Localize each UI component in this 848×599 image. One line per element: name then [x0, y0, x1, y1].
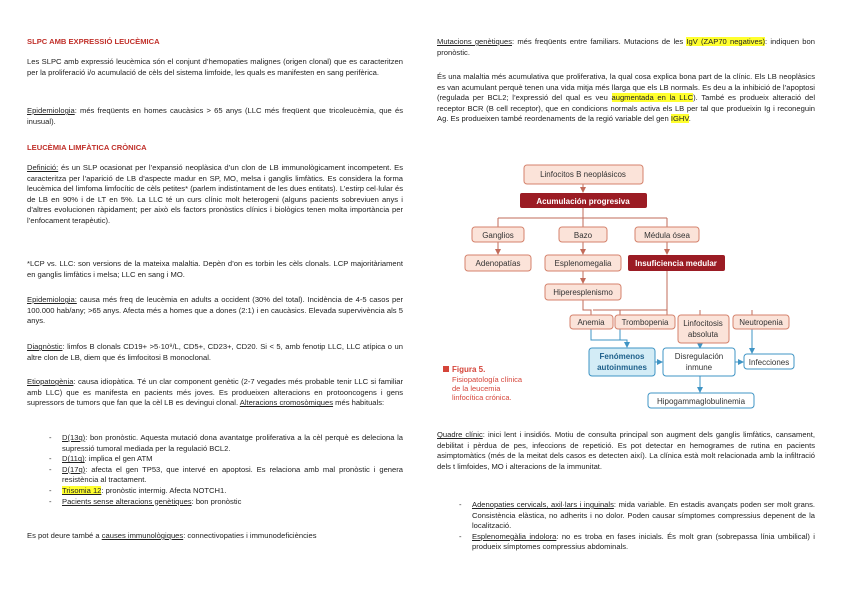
intro-paragraph: Les SLPC amb expressió leucèmica són el conjunt d’hemopaties malignes (origen clonal) que es caracteritzen per la proliferació i/o acumulació de cèls del sistema limfoide, les quals es manifesten en sang perifèrica.: [27, 57, 403, 77]
node-label: Hiperesplenismo: [553, 288, 613, 297]
immunological-paragraph: Es pot deure també a causes immunològiques: connectivopaties i immunodeficiències: [27, 531, 317, 540]
node-label: inmune: [685, 363, 713, 372]
node-label: Linfocitosis: [683, 319, 723, 328]
node-label: absoluta: [687, 330, 719, 339]
node-label: Hipogammaglobulinemia: [656, 397, 746, 406]
mutations-paragraph: Mutacions genètiques: més freqüents entre familiars. Mutacions de les IgV (ZAP70 negatives): indiquen bon pronòstic.: [437, 37, 815, 57]
node-label: Bazo: [573, 231, 593, 240]
node-label: Esplenomegalia: [554, 259, 612, 268]
node-label: Infecciones: [748, 358, 790, 367]
node-label: Neutropenia: [739, 318, 783, 327]
node-label: Fenómenos: [599, 352, 645, 361]
node-label: Linfocitos B neoplásicos: [540, 170, 626, 179]
etiopathogenesis-paragraph: Etiopatogènia: causa idiopàtica. Té un clar component genètic (2-7 vegades més probable tenir LLC si familiar amb LLC) que es manifesta en pacients més joves. Es produeixen alteracions en protooncogens i gens supressors de tumors que fan que la cèl LB es devingui clonal. Alteracions cromosòmiques més habituals:: [27, 377, 403, 408]
figure-caption-line: Fisiopatología clínica: [452, 375, 523, 384]
node-label: autoinmunes: [597, 363, 647, 372]
accumulation-paragraph: És una malaltia més acumulativa que proliferativa, la qual cosa explica bona part de la clínic. Els LB neoplàsics es van acumulant perquè tenen una vida mitja més llarga que els LB normals. Es deu a la inhibició de l’apoptosi (regulada per BCL2; l’expressió del qual es veu augmentada en la LLC). També es produeix alteració del receptor BCR (B cell receptor), que en condicions normals activa els LB per tal que produeixin Ig i reconeguin Ag. Es produeixen també reordenaments de la regió variable del gen IGHV.: [437, 72, 816, 124]
caption-marker: [443, 366, 449, 372]
figure-caption-line: linfocítica crónica.: [452, 393, 512, 402]
node-label: Insuficiencia medular: [635, 259, 717, 268]
node-label: Acumulación progresiva: [536, 197, 630, 206]
list-item: - D(17q): afecta el gen TP53, que intervé en apoptosi. Es relaciona amb mal pronòstic i genera resistència al tractament.: [27, 465, 403, 486]
node-label: Anemia: [577, 318, 605, 327]
diagnosis-paragraph: Diagnòstic: limfos B clonals CD19+ >5·10⁹/L, CD5+, CD23+, CD20. Si < 5, amb fenotip LLC, LLC atípica o un altre clon de LB, diem que és limfocitosi B monoclonal.: [27, 342, 403, 362]
list-item: - D(13q): bon pronòstic. Aquesta mutació dona avantatge proliferativa a la cèl perquè es deleciona la supressió tumoral mediada per la regulació BCL2.: [27, 433, 403, 454]
list-item: - D(11q): implica el gen ATM: [27, 454, 403, 465]
node-label: Adenopatías: [475, 259, 521, 268]
definition-paragraph: Definició: és un SLP ocasionat per l’expansió neoplàsica d’un clon de LB immunològicament incompetent. Es caracteritza per l’aparició de LB d’aspecte madur en SP, MO, melsa i ganglis limfàtics. Es considera la forma leucèmica del limfoma limfocític de cèls petites* (parlem indistintament de les dues entitats). L’estirp cel·lular és de LB en 90% i de LT en 5%. La LLC té un curs clínic molt heterogeni (alguns pacients sobreviuen anys i d’altres evolucionen ràpidament; per això els factors pronòstics clínics i biològics tenen molta importància per l’enfocament terapèutic).: [27, 163, 403, 225]
node-label: Ganglios: [482, 231, 514, 240]
node-label: Médula ósea: [644, 231, 690, 240]
clinical-paragraph: Quadre clínic: inici lent i insidiós. Motiu de consulta principal son augment dels ganglis limfàtics, cansament, debilitat i pèrdua de pes, infeccions de repetició. Es pot detectar en hemogrames de rutina en pacients asimptomàtics (més de la meitat dels casos es detecten així). La clínica està molt relacionada amb la infiltració dels t limfoides, MO i alteracions de la immunitat.: [437, 430, 815, 471]
list-item: - Adenopaties cervicals, axil·lars i inguinals: mida variable. En estadis avançats poden ser molt grans. Consistència elàstica, no adherits i no dolor. Poden causar símptomes compressius depenent de la localització.: [437, 500, 815, 532]
figure-caption-line: de la leucemia: [452, 384, 501, 393]
figure-caption-title: Figura 5.: [452, 365, 486, 374]
node-label: Disregulación: [674, 352, 724, 361]
section-title: SLPC AMB EXPRESSIÓ LEUCÈMICA: [27, 37, 160, 46]
subsection-title: LEUCÈMIA LIMFÀTICA CRÒNICA: [27, 143, 147, 152]
list-item: - Pacients sense alteracions genètiques: bon pronòstic: [27, 497, 403, 508]
list-item: - Trisomia 12: pronòstic intermig. Afecta NOTCH1.: [27, 486, 403, 497]
note-paragraph: *LCP vs. LLC: son versions de la mateixa malaltia. Depèn d’on es torbin les cèls clonals. LCP majoritàriament en ganglis limfàtics i melsa; LLC en sang i MO.: [27, 259, 403, 279]
epidemiology-paragraph: Epidemiologia: més freqüents en homes caucàsics > 65 anys (LLC més freqüent que tricoleucèmia, que és inusual).: [27, 106, 403, 126]
list-item: - Esplenomegàlia indolora: no es troba en fases inicials. És molt gran (sobrepassa línia umbilical) i produeix símptomes compressius abdominals.: [437, 532, 815, 553]
node-label: Trombopenia: [621, 318, 669, 327]
epidemiology2-paragraph: Epidemiologia: causa més freq de leucèmia en adults a occident (30% del total). Incidència de 4-5 casos per 100.000 hab/any; >65 anys. Afecta més a homes que a dones (2:1) i en caucàsics. Elevada supervivència als 5 anys.: [27, 295, 403, 326]
